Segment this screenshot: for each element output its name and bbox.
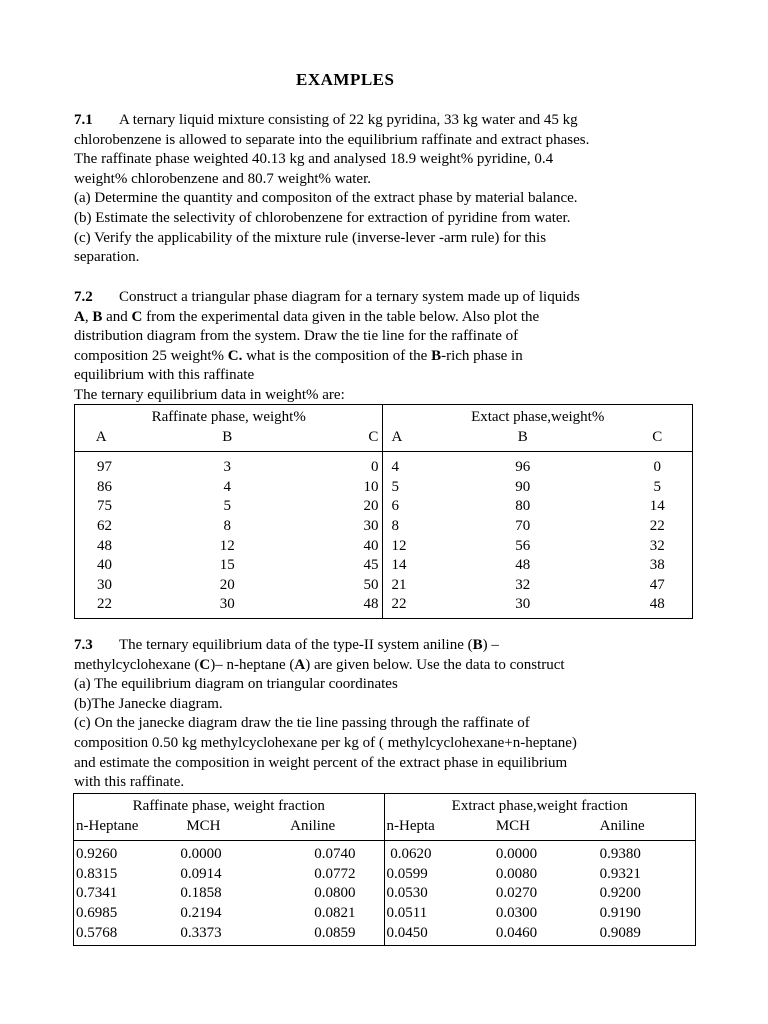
table-cell: 4 [223,478,231,495]
table-cell: 20 [219,576,235,593]
table-cell: 40 [75,556,128,576]
table-cell: 70 [515,517,531,534]
table-row [75,452,693,478]
col-header: A [75,428,128,452]
ex71-line: separation. [74,249,140,266]
ex73-line: methylcyclohexane (C)– n-heptane (A) are given below. Use the data to construct [74,656,565,673]
table-cell: 0.0772 [314,865,356,882]
col-header: C [327,428,383,452]
ex72-line: equilibrium with this raffinate [74,367,255,384]
table-row [74,884,696,904]
table-row [74,841,696,865]
extract-header: Extact phase,weight% [383,405,693,428]
table-cell: 30 [75,576,128,596]
table-cell: 0.0460 [492,924,596,946]
table-cell: 22 [75,595,128,618]
table-cell: 0.3373 [178,924,288,946]
ex72-line: A, B and C from the experimental data given in the table below. Also plot the [74,308,540,325]
table-cell: 32 [623,537,693,557]
table-cell: 62 [75,517,128,537]
table-cell: 8 [383,517,423,537]
table-cell: 10 [363,478,379,495]
ex71-line: The raffinate phase weighted 40.13 kg and analysed 18.9 weight% pyridine, 0.4 [74,151,554,168]
table-cell: 0.0300 [495,904,538,921]
ex71-line: 7.1 A ternary liquid mixture consisting of 22 kg pyridina, 33 kg water and 45 kg [74,111,704,131]
table-cell: 96 [515,459,531,476]
table-row [75,556,693,576]
raffinate-header: Raffinate phase, weight fraction [74,794,385,817]
table-cell: 0.2194 [180,904,222,921]
ex72-line: distribution diagram from the system. Draw the tie line for the raffinate of [74,328,519,345]
ex73-line: with this raffinate. [74,774,185,791]
table-row [75,595,693,618]
table-cell: 0.0914 [180,865,222,882]
table-cell: 0.6985 [74,904,179,924]
table-cell: 48 [623,595,693,618]
col-header: Aniline [288,817,384,841]
aniline-data-body [74,841,696,946]
table-cell: 0.7341 [74,884,179,904]
table-cell: 8 [223,517,231,534]
col-header: C [623,428,693,452]
table-cell: 4 [383,452,423,478]
ternary-data-body [75,452,693,619]
ex73-line: 7.3 The ternary equilibrium data of the type-II system aniline (B) – [74,636,704,656]
ex73-line: (b)The Janecke diagram. [74,695,223,712]
example-7-1 [74,111,704,268]
table-cell: 0.9321 [596,865,696,885]
table-cell: 75 [75,497,128,517]
table-cell: 22 [623,517,693,537]
ex73-line: composition 0.50 kg methylcyclohexane per kg of ( methylcyclohexane+n-heptane) [74,734,577,751]
table-row [74,904,696,924]
col-header: Aniline [596,817,696,841]
table-cell: 97 [75,452,128,478]
table-cell: 50 [363,576,379,593]
table-cell: 47 [623,576,693,596]
raffinate-header: Raffinate phase, weight% [75,405,383,428]
table-cell: 3 [223,459,231,476]
table-cell: 30 [127,595,327,618]
table-cell: 5 [383,478,423,498]
table-cell: 12 [219,537,235,554]
ex73-number: 7.3 [74,637,93,653]
ex71-number: 7.1 [74,112,93,128]
table-cell: 0.0270 [495,885,538,902]
table-cell: 5 [223,498,231,515]
ex71-line: chlorobenzene is allowed to separate into the equilibrium raffinate and extract phases. [74,131,590,148]
example-7-3 [74,636,704,793]
page-title: EXAMPLES [296,70,395,89]
table-cell: 0.5768 [74,924,179,946]
table-cell: 22 [383,595,423,618]
table-row [75,478,693,498]
ternary-data-table [74,404,693,619]
table-cell: 0.9190 [596,904,696,924]
table-row [75,537,693,557]
col-header: n-Hepta [384,817,492,841]
table-cell: 48 [327,595,383,618]
table-cell: 0.9200 [596,884,696,904]
ex71-line: (b) Estimate the selectivity of chlorobenzene for extraction of pyridine from water. [74,209,571,226]
table-cell: 86 [75,478,128,498]
table-row [74,865,696,885]
ex73-line: (c) On the janecke diagram draw the tie line passing through the raffinate of [74,715,530,732]
ex71-line: (a) Determine the quantity and compositon of the extract phase by material balance. [74,190,578,207]
table-cell: 0.0450 [384,924,492,946]
table-row [75,517,693,537]
table-cell: 0.0530 [384,884,492,904]
table-cell: 14 [383,556,423,576]
table-cell: 12 [383,537,423,557]
table-cell: 80 [515,498,531,515]
ex72-line: composition 25 weight% C. what is the composition of the B-rich phase in [74,347,523,364]
ex71-line: (c) Verify the applicability of the mixture rule (inverse-lever -arm rule) for this [74,229,547,246]
table-cell: 0.0000 [495,846,538,863]
table-cell: 14 [623,497,693,517]
table-cell: 0 [623,452,693,478]
col-header: B [423,428,623,452]
table-cell: 0.0821 [314,904,356,921]
table-cell: 0.9260 [74,841,179,865]
table-cell: 56 [515,537,531,554]
table-cell: 21 [383,576,423,596]
ex72-line: The ternary equilibrium data in weight% are: [74,386,345,403]
table-cell: 30 [363,517,379,534]
table-cell: 0.8315 [74,865,179,885]
table-cell: 45 [363,557,379,574]
table-cell: 30 [423,595,623,618]
table-cell: 6 [383,497,423,517]
table-cell: 15 [219,557,235,574]
table-cell: 48 [75,537,128,557]
ex72-number: 7.2 [74,289,93,305]
col-header: MCH [492,817,596,841]
table-row [74,924,696,946]
table-row [75,497,693,517]
table-cell: 0 [370,459,379,476]
table-cell: 0.9089 [596,924,696,946]
table-cell: 0.0511 [384,904,492,924]
table-row [75,576,693,596]
ex71-line: weight% chlorobenzene and 80.7 weight% water. [74,170,371,187]
table-cell: 40 [363,537,379,554]
table-cell: 48 [515,557,531,574]
table-cell: 20 [363,498,379,515]
col-header: MCH [178,817,288,841]
col-header: B [127,428,327,452]
ex73-line: (a) The equilibrium diagram on triangular coordinates [74,676,398,693]
table-cell: 90 [515,478,531,495]
table-cell: 0.0740 [314,846,356,863]
table-cell: 5 [623,478,693,498]
table-cell: 38 [623,556,693,576]
table-cell: 0.9380 [596,841,696,865]
table-cell: 0.0599 [384,865,492,885]
example-7-2 [74,288,704,406]
ex73-line: and estimate the composition in weight percent of the extract phase in equilibrium [74,754,568,771]
table-cell: 0.0000 [180,846,222,863]
aniline-data-table [73,793,696,946]
table-cell: 0.1858 [180,885,222,902]
ex72-line: 7.2 Construct a triangular phase diagram for a ternary system made up of liquids [74,288,704,308]
table-cell: 0.0800 [314,885,356,902]
table-cell: 0.0080 [495,865,538,882]
col-header: n-Heptane [74,817,179,841]
table-cell: 32 [515,576,531,593]
table-cell: 0.0620 [384,841,492,865]
table-cell: 0.0859 [288,924,384,946]
extract-header: Extract phase,weight fraction [384,794,695,817]
col-header: A [383,428,423,452]
